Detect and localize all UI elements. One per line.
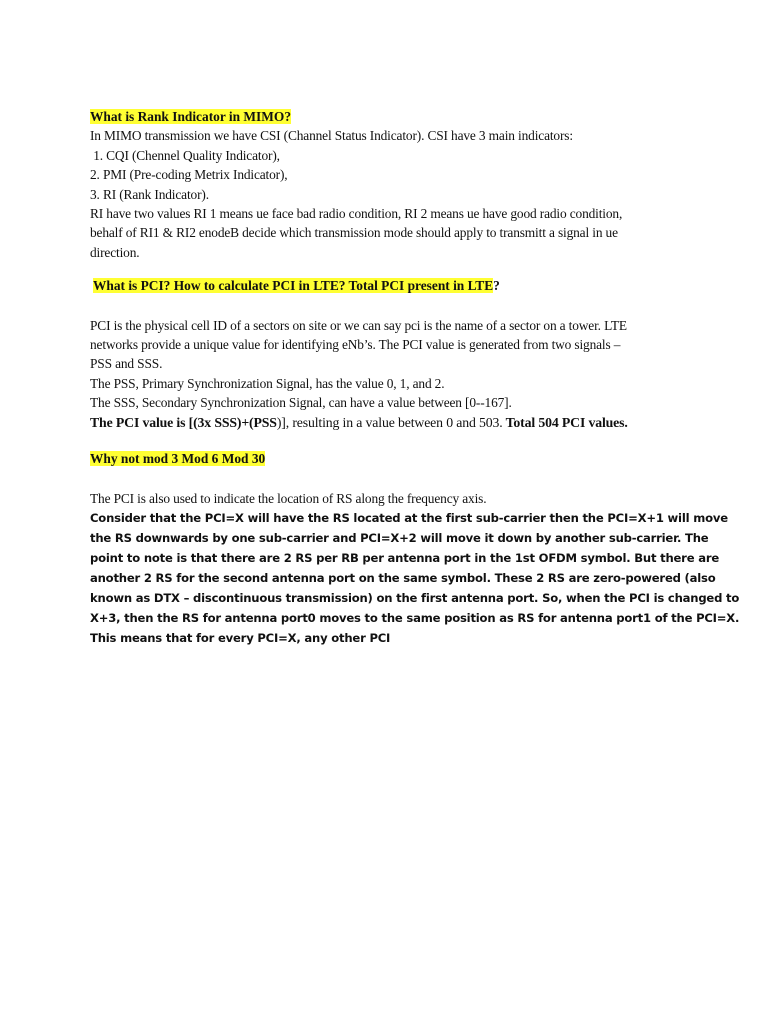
pci-formula-line [90, 413, 690, 432]
pci-total: Total 504 PCI values. [502, 414, 628, 430]
paragraph-line: the RS downwards by one sub-carrier and PCI=X+2 will move it down by another sub-carrier. The [90, 530, 709, 545]
list-item-ri: 3. RI (Rank Indicator). [90, 186, 209, 202]
heading-pci-suffix: ? [493, 278, 500, 294]
paragraph-line: networks provide a unique value for identifying eNb’s. The PCI value is generated from two signals – [90, 337, 621, 353]
paragraph-line: The PSS, Primary Synchronization Signal, has the value 0, 1, and 2. [90, 375, 445, 391]
heading-mod [90, 449, 690, 468]
heading-rank-indicator-text: What is Rank Indicator in MIMO? [90, 109, 292, 124]
document-content [90, 107, 740, 648]
pci-formula-normal: )], resulting in a value between 0 and 503. [276, 414, 503, 430]
paragraph-line: direction. [90, 244, 140, 260]
list-item-cqi: 1. CQI (Chennel Quality Indicator), [90, 147, 280, 163]
paragraph-line: In MIMO transmission we have CSI (Channel Status Indicator). CSI have 3 main indicators: [90, 128, 573, 144]
paragraph-line: another 2 RS for the second antenna port on the same symbol. These 2 RS are zero-powered (also [90, 570, 716, 585]
paragraph-line: Consider that the PCI=X will have the RS located at the first sub-carrier then the PCI=X+1 will move [90, 510, 728, 525]
paragraph-line: The PCI is also used to indicate the location of RS along the frequency axis. [90, 490, 487, 506]
paragraph-line: behalf of RI1 & RI2 enodeB decide which transmission mode should apply to transmitt a signal in ue [90, 225, 618, 241]
paragraph-line: X+3, then the RS for antenna port0 moves to the same position as RS for antenna port1 of the PCI=X. [90, 610, 740, 625]
heading-pci-text: What is PCI? How to calculate PCI in LTE? Total PCI present in LTE [93, 278, 494, 294]
paragraph-line: known as DTX – discontinuous transmission) on the first antenna port. So, when the PCI is changed to [90, 590, 740, 605]
pci-formula-bold: The PCI value is [(3x SSS)+(PSS [90, 414, 277, 430]
paragraph-line: RI have two values RI 1 means ue face bad radio condition, RI 2 means ue have good radio condition, [90, 206, 623, 222]
heading-mod-text: Why not mod 3 Mod 6 Mod 30 [90, 451, 266, 467]
paragraph-line: The SSS, Secondary Synchronization Signal, can have a value between [0--167]. [90, 395, 512, 411]
paragraph-line: point to note is that there are 2 RS per RB per antenna port in the 1st OFDM symbol. But there are [90, 550, 720, 565]
paragraph-line: PSS and SSS. [90, 356, 163, 372]
paragraph-line: PCI is the physical cell ID of a sectors on site or we can say pci is the name of a sector on a tower. LTE [90, 317, 627, 333]
paragraph-line: This means that for every PCI=X, any other PCI [90, 630, 391, 645]
heading-pci [90, 276, 690, 295]
list-item-pmi: 2. PMI (Pre-coding Metrix Indicator), [90, 167, 288, 183]
heading-rank-indicator [90, 107, 690, 126]
